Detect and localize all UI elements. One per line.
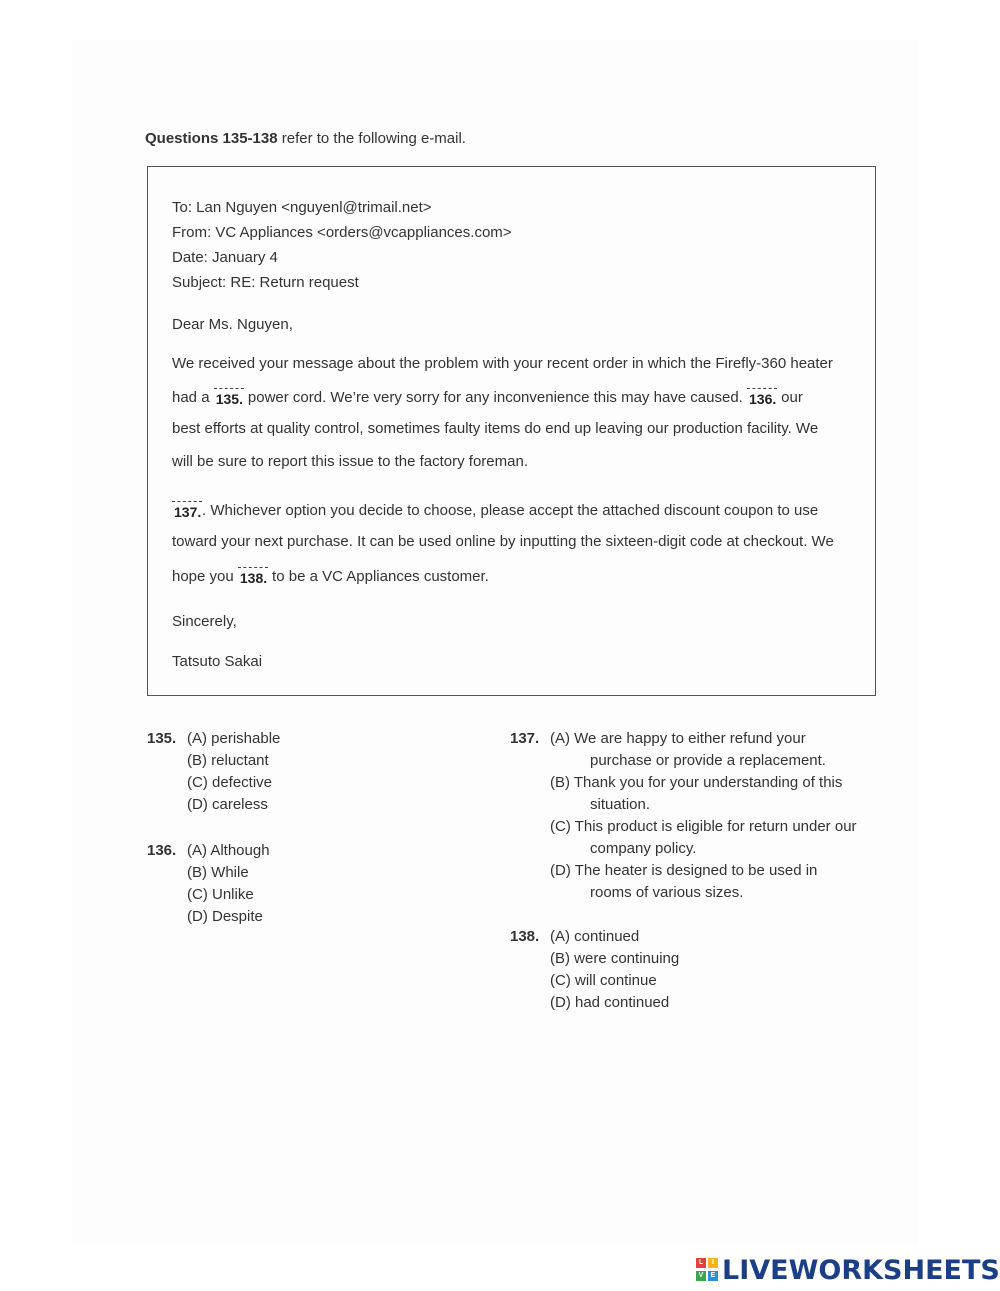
- blank-137-number: 137.: [174, 504, 202, 520]
- question-number: 136.: [147, 842, 177, 859]
- option-137-b-cont: situation.: [590, 796, 651, 813]
- option-136-b[interactable]: (B) While: [187, 864, 249, 881]
- email-subject: Subject: RE: Return request: [172, 274, 359, 291]
- p2-text-a: hope you: [172, 568, 238, 585]
- option-137-d[interactable]: (D) The heater is designed to be used in: [550, 862, 818, 879]
- option-138-a[interactable]: (A) continued: [550, 928, 640, 945]
- option-137-a[interactable]: (A) We are happy to either refund your: [550, 730, 806, 747]
- email-date: Date: January 4: [172, 249, 278, 266]
- logo-cube: E: [708, 1271, 718, 1281]
- option-137-d-cont: rooms of various sizes.: [590, 884, 744, 901]
- logo-cube: L: [696, 1258, 706, 1268]
- email-from: From: VC Appliances <orders@vcappliances.com>: [172, 224, 512, 241]
- email-p1-line1: We received your message about the problem with your recent order in which the Firefly-360 heater: [172, 355, 833, 372]
- question-number: 137.: [510, 730, 540, 747]
- p2-text-b: . Whichever option you decide to choose, please accept the attached discount coupon to use: [202, 502, 819, 519]
- email-p2-line3: [172, 566, 489, 585]
- option-137-c-cont: company policy.: [590, 840, 697, 857]
- option-137-b[interactable]: (B) Thank you for your understanding of this: [550, 774, 843, 791]
- option-137-a-cont: purchase or provide a replacement.: [590, 752, 826, 769]
- blank-138-number: 138.: [239, 570, 268, 586]
- p1-text-a: had a: [172, 389, 214, 406]
- logo-cube: V: [696, 1271, 706, 1281]
- option-137-c[interactable]: (C) This product is eligible for return under our: [550, 818, 857, 835]
- logo-text: LIVEWORKSHEETS: [722, 1254, 1000, 1286]
- p2-text-b2: to be a VC Appliances customer.: [267, 568, 489, 585]
- email-p2-line2: toward your next purchase. It can be used online by inputting the sixteen-digit code at checkout. We: [172, 533, 834, 550]
- blank-137[interactable]: [172, 500, 202, 520]
- questions-range: Questions 135-138: [145, 130, 278, 147]
- email-p2-line1: [172, 500, 818, 519]
- blank-136-number: 136.: [749, 391, 777, 407]
- email-p1-line2: [172, 387, 803, 406]
- option-135-b[interactable]: (B) reluctant: [187, 752, 269, 769]
- email-greeting: Dear Ms. Nguyen,: [172, 316, 293, 333]
- intro-rest: refer to the following e-mail.: [277, 130, 466, 147]
- p1-text-b: power cord. We’re very sorry for any inconvenience this may have caused.: [243, 389, 748, 406]
- option-136-a[interactable]: (A) Although: [187, 842, 270, 859]
- blank-138[interactable]: [238, 566, 268, 586]
- liveworksheets-logo[interactable]: [696, 1255, 1000, 1285]
- blank-136[interactable]: [747, 387, 777, 407]
- email-box: [147, 166, 876, 696]
- blank-135-number: 135.: [215, 391, 243, 407]
- email-signature: Tatsuto Sakai: [172, 653, 263, 670]
- email-to: To: Lan Nguyen <nguyenl@trimail.net>: [172, 199, 432, 216]
- option-138-d[interactable]: (D) had continued: [550, 994, 670, 1011]
- email-p1-line3: best efforts at quality control, sometimes faulty items do end up leaving our production facility. We: [172, 420, 819, 437]
- logo-cube: I: [708, 1258, 718, 1268]
- blank-135[interactable]: [214, 387, 244, 407]
- option-135-d[interactable]: (D) careless: [187, 796, 268, 813]
- p1-text-c: our: [777, 389, 803, 406]
- option-138-b[interactable]: (B) were continuing: [550, 950, 680, 967]
- option-135-c[interactable]: (C) defective: [187, 774, 273, 791]
- question-number: 138.: [510, 928, 540, 945]
- option-136-d[interactable]: (D) Despite: [187, 908, 263, 925]
- question-number: 135.: [147, 730, 177, 747]
- option-136-c[interactable]: (C) Unlike: [187, 886, 254, 903]
- questions-intro: [145, 130, 466, 147]
- logo-cubes-icon: [696, 1256, 720, 1284]
- option-138-c[interactable]: (C) will continue: [550, 972, 657, 989]
- email-p1-line4: will be sure to report this issue to the factory foreman.: [172, 453, 528, 470]
- option-135-a[interactable]: (A) perishable: [187, 730, 281, 747]
- email-closing: Sincerely,: [172, 613, 237, 630]
